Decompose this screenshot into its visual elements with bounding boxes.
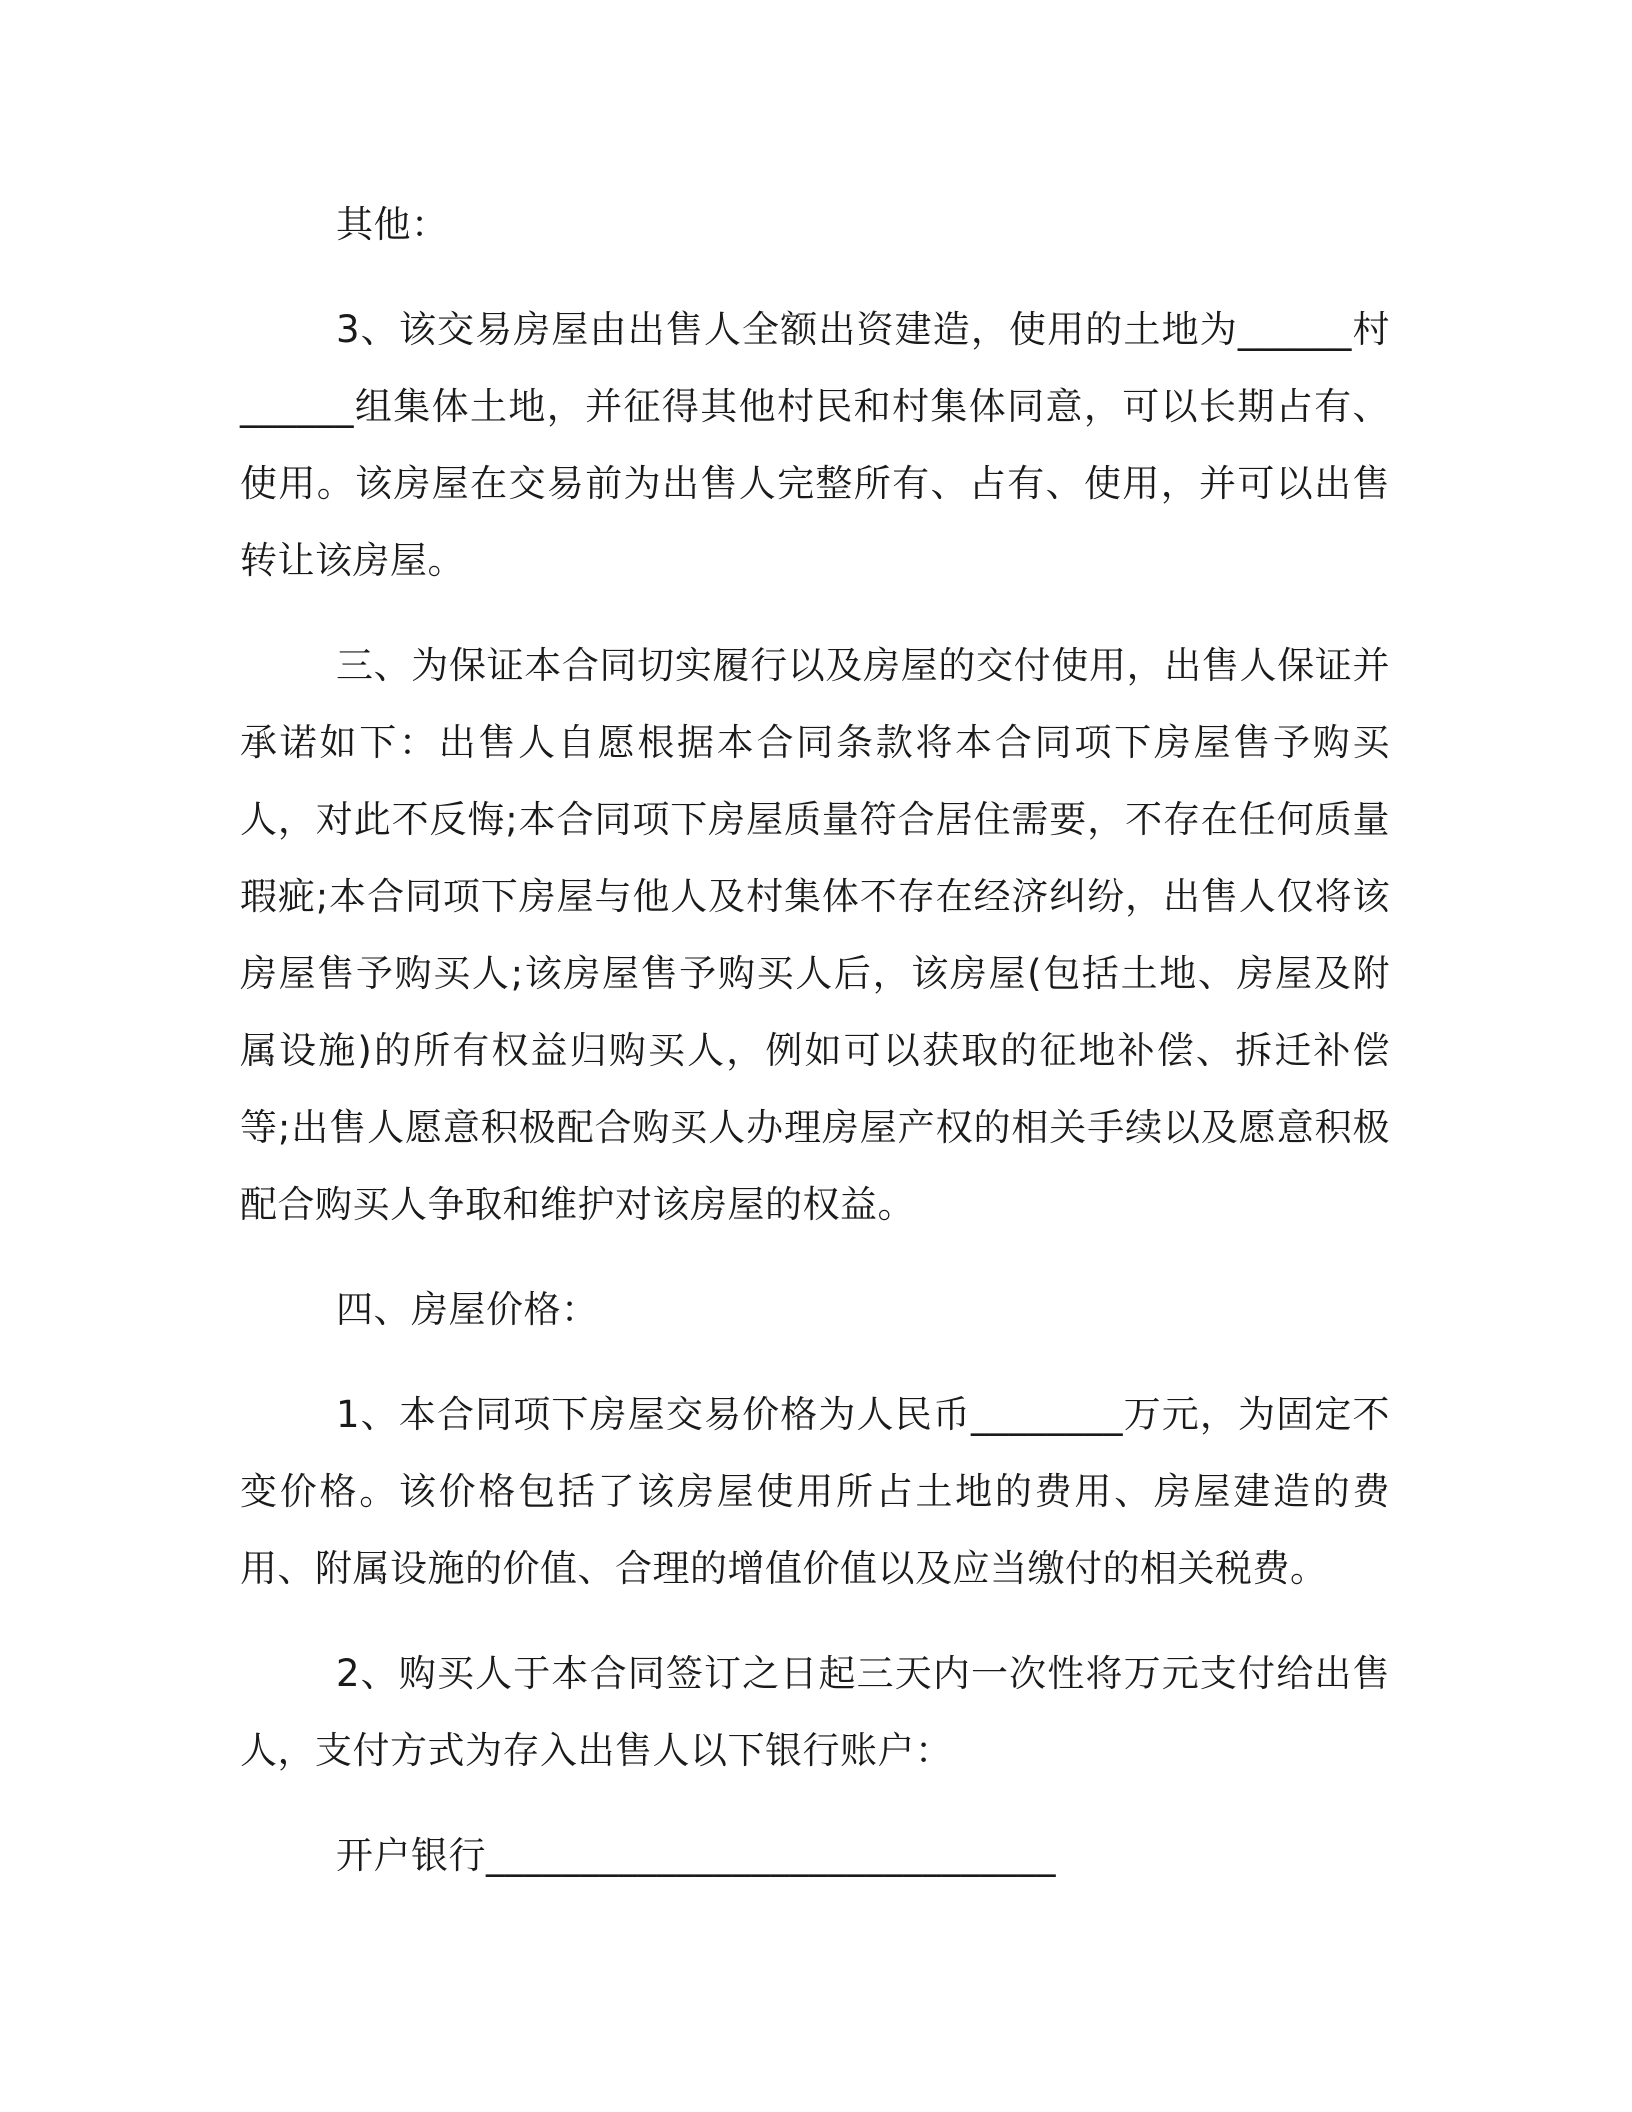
paragraph-section-3-seller-guarantee: 三、为保证本合同切实履行以及房屋的交付使用，出售人保证并承诺如下：出售人自愿根据本合同条款将本合同项下房屋售予购买人，对此不反悔;本合同项下房屋质量符合居住需要，不存在任何质量瑕疵;本合同项下房屋与他人及村集体不存在经济纠纷，出售人仅将该房屋售予购买人;该房屋售予购买人后，该房屋(包括土地、房屋及附属设施)的所有权益归购买人，例如可以获取的征地补偿、拆迁补偿等;出售人愿意积极配合购买人办理房屋产权的相关手续以及愿意积极配合购买人争取和维护对该房屋的权益。 bbox=[240, 644, 1390, 1226]
paragraph-other-heading: 其他： bbox=[336, 203, 449, 246]
paragraph-price-clause-1: 1、本合同项下房屋交易价格为人民币________万元，为固定不变价格。该价格包括了该房屋使用所占土地的费用、房屋建造的费用、附属设施的价值、合理的增值价值以及应当缴付的相关税费。 bbox=[240, 1393, 1390, 1590]
paragraph-price-clause-2: 2、购买人于本合同签订之日起三天内一次性将万元支付给出售人，支付方式为存入出售人以下银行账户： bbox=[240, 1652, 1390, 1772]
paragraph-section-4-heading: 四、房屋价格： bbox=[336, 1288, 599, 1331]
bank-account-line: 开户银行______________________________ bbox=[336, 1834, 1056, 1877]
document-body bbox=[240, 186, 1390, 1894]
paragraph-clause-3: 3、该交易房屋由出售人全额出资建造，使用的土地为______村______组集体土地，并征得其他村民和村集体同意，可以长期占有、使用。该房屋在交易前为出售人完整所有、占有、使用，并可以出售转让该房屋。 bbox=[240, 308, 1390, 582]
